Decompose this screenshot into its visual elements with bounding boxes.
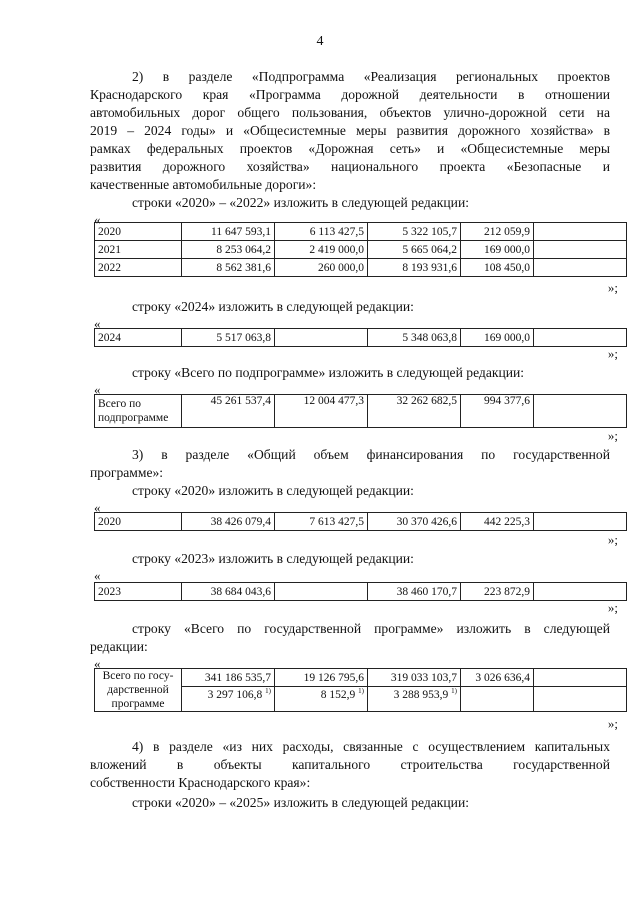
footnote-mark: 1) [358, 687, 364, 695]
table-cell: 30 370 426,6 [368, 513, 461, 531]
paragraph-line: 4) в разделе «из них расходы, связанные с осуществлением капитальных [132, 739, 610, 754]
cell-value: 3 288 953,9 [393, 688, 449, 701]
paragraph-line: 2) в разделе «Подпрограмма «Реализация региональных проектов [132, 69, 610, 84]
label-line: подпрограмме [98, 412, 169, 424]
close-quote: »; [607, 532, 618, 547]
open-quote: « [94, 656, 101, 671]
table-cell: 2023 [95, 583, 182, 601]
table-cell: 12 004 477,3 [275, 395, 368, 428]
cell-value: 8 152,9 [320, 688, 356, 701]
table-cell: 38 426 079,4 [182, 513, 275, 531]
table-cell [534, 513, 627, 531]
close-quote: »; [607, 280, 618, 295]
table-cell: 2 419 000,0 [275, 241, 368, 259]
footnote-mark: 1) [451, 687, 457, 695]
open-quote: « [94, 382, 101, 397]
table-year-2023-program [94, 582, 627, 601]
paragraph-line: редакции: [90, 639, 148, 654]
table-cell: 3 026 636,4 [461, 669, 534, 687]
table-row [95, 669, 627, 687]
paragraph-line: развития дорожного хозяйства» национального проекта «Безопасные и [90, 159, 610, 174]
paragraph-program-total [90, 620, 610, 656]
table-cell: 8 193 931,6 [368, 259, 461, 277]
table-cell: 341 186 535,7 [182, 669, 275, 687]
table-cell [275, 583, 368, 601]
close-quote: »; [607, 346, 618, 361]
table-cell [534, 395, 627, 428]
table-cell: 169 000,0 [461, 241, 534, 259]
table-cell [534, 241, 627, 259]
label-line: дарственной [107, 684, 169, 696]
table-cell: 442 225,3 [461, 513, 534, 531]
table-cell: 8 562 381,6 [182, 259, 275, 277]
table-cell: 2022 [95, 259, 182, 277]
table-program-total [94, 668, 627, 712]
table-row [95, 329, 627, 347]
table-cell: 7 613 427,5 [275, 513, 368, 531]
table-row [95, 223, 627, 241]
instruction-text: строку «2020» изложить в следующей редакции: [132, 483, 414, 498]
table-row [95, 241, 627, 259]
paragraph-line: 2019 – 2024 годы» и «Общесистемные меры развития дорожного хозяйства» в [90, 123, 610, 138]
table-cell [534, 583, 627, 601]
table-cell: 5 348 063,8 [368, 329, 461, 347]
open-quote: « [94, 316, 101, 331]
paragraph-line: вложений в объекты капитального строительства государственной [90, 757, 610, 772]
table-cell [534, 687, 627, 712]
table-cell [534, 223, 627, 241]
paragraph-line: автомобильных дорог общего пользования, объектов улично-дорожной сети на [90, 105, 610, 120]
table-cell-label [95, 395, 182, 428]
table-cell [534, 669, 627, 687]
table-cell [275, 329, 368, 347]
table-row [95, 395, 627, 428]
instruction-text: строки «2020» – «2022» изложить в следующей редакции: [132, 195, 469, 210]
paragraph-line: качественные автомобильные дороги»: [90, 177, 317, 192]
paragraph-line: строку «Всего по государственной программе» изложить в следующей [132, 621, 610, 636]
table-cell: 2024 [95, 329, 182, 347]
table-cell: 11 647 593,1 [182, 223, 275, 241]
close-quote: »; [607, 716, 618, 731]
table-cell: 6 113 427,5 [275, 223, 368, 241]
open-quote: « [94, 568, 101, 583]
open-quote: « [94, 500, 101, 515]
table-cell: 32 262 682,5 [368, 395, 461, 428]
paragraph-line: Краснодарского края «Программа дорожной деятельности в отношении [90, 87, 610, 102]
table-cell [534, 259, 627, 277]
table-cell [461, 687, 534, 712]
close-quote: »; [607, 600, 618, 615]
table-row [95, 259, 627, 277]
label-line: Всего по [98, 398, 141, 410]
table-cell: 2021 [95, 241, 182, 259]
table-cell: 19 126 795,6 [275, 669, 368, 687]
table-cell: 169 000,0 [461, 329, 534, 347]
paragraph-line: 3) в разделе «Общий объем финансирования по государственной [132, 447, 610, 462]
table-cell: 8 253 064,2 [182, 241, 275, 259]
table-cell: 38 684 043,6 [182, 583, 275, 601]
paragraph-section-3 [90, 446, 610, 482]
table-cell: 260 000,0 [275, 259, 368, 277]
table-cell: 319 033 103,7 [368, 669, 461, 687]
table-subprogram-total [94, 394, 627, 428]
table-cell: 45 261 537,4 [182, 395, 275, 428]
table-cell: 2020 [95, 223, 182, 241]
table-cell: 38 460 170,7 [368, 583, 461, 601]
table-cell [534, 329, 627, 347]
table-year-2024 [94, 328, 627, 347]
label-line: Всего по госу- [102, 670, 174, 682]
table-cell: 223 872,9 [461, 583, 534, 601]
page-number: 4 [316, 34, 324, 49]
instruction-text: строку «Всего по подпрограмме» изложить в следующей редакции: [132, 365, 525, 380]
cell-value: 3 297 106,8 [207, 688, 263, 701]
table-cell: 5 665 064,2 [368, 241, 461, 259]
table-cell [368, 687, 461, 712]
table-cell-label [95, 669, 182, 712]
table-cell: 108 450,0 [461, 259, 534, 277]
table-years-2020-2022 [94, 222, 627, 277]
table-year-2020-program [94, 512, 627, 531]
label-line: программе [111, 698, 165, 710]
table-cell: 5 517 063,8 [182, 329, 275, 347]
table-cell: 2020 [95, 513, 182, 531]
close-quote: »; [607, 428, 618, 443]
paragraph-section-2 [90, 68, 610, 194]
open-quote: « [94, 212, 101, 227]
table-cell [275, 687, 368, 712]
instruction-text: строку «2024» изложить в следующей редакции: [132, 299, 414, 314]
table-row [95, 583, 627, 601]
table-row [95, 513, 627, 531]
paragraph-section-4 [90, 738, 610, 792]
instruction-text: строки «2020» – «2025» изложить в следующей редакции: [132, 795, 469, 810]
table-cell: 994 377,6 [461, 395, 534, 428]
paragraph-line: собственности Краснодарского края»: [90, 775, 311, 790]
footnote-mark: 1) [265, 687, 271, 695]
paragraph-line: рамках федеральных проектов «Дорожная сеть» и «Общесистемные меры [90, 141, 610, 156]
instruction-text: строку «2023» изложить в следующей редакции: [132, 551, 414, 566]
table-cell: 5 322 105,7 [368, 223, 461, 241]
table-cell [182, 687, 275, 712]
paragraph-line: программе»: [90, 465, 164, 480]
table-cell: 212 059,9 [461, 223, 534, 241]
